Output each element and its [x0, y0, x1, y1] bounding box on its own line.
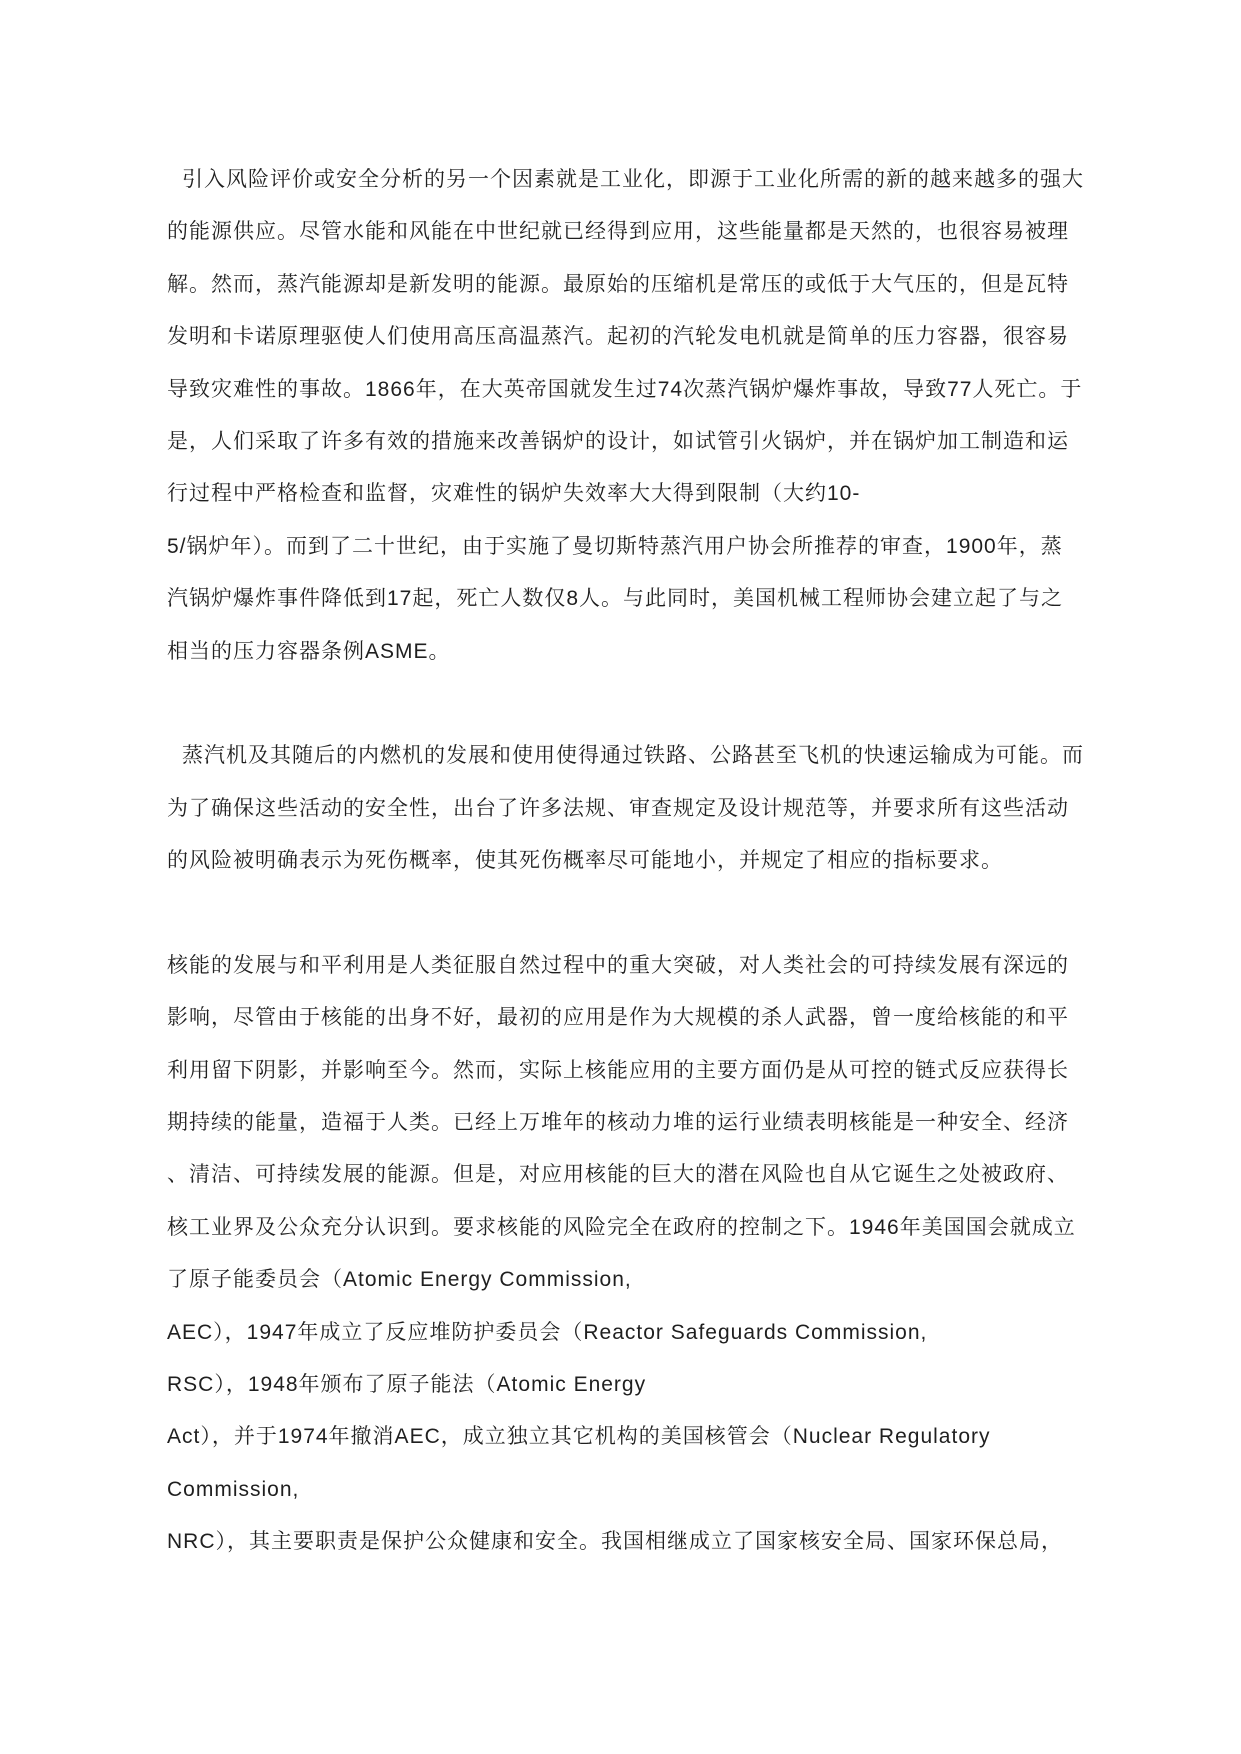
text-line: 发明和卡诺原理驱使人们使用高压高温蒸汽。起初的汽轮发电机就是简单的压力容器，很容易: [167, 325, 1069, 349]
text-line: 为了确保这些活动的安全性，出台了许多法规、审查规定及设计规范等，并要求所有这些活动: [167, 796, 1069, 820]
text-line: 影响，尽管由于核能的出身不好，最初的应用是作为大规模的杀人武器，曾一度给核能的和平: [167, 1006, 1069, 1030]
text-line: 引入风险评价或安全分析的另一个因素就是工业化，即源于工业化所需的新的越来越多的强大: [182, 168, 1084, 191]
text-line: Commission,: [167, 1477, 300, 1501]
text-line: 汽锅炉爆炸事件降低到17起，死亡人数仅8人。与此同时，美国机械工程师协会建立起了与之: [167, 587, 1064, 611]
text-line: 蒸汽机及其随后的内燃机的发展和使用使得通过铁路、公路甚至飞机的快速运输成为可能。而: [182, 744, 1084, 768]
text-line: 了原子能委员会（Atomic Energy Commission,: [167, 1268, 632, 1292]
text-line: 核工业界及公众充分认识到。要求核能的风险完全在政府的控制之下。1946年美国国会就成立: [167, 1215, 1076, 1239]
text-line: 5/锅炉年）。而到了二十世纪，由于实施了曼切斯特蒸汽用户协会所推荐的审查，1900年，蒸: [167, 534, 1063, 558]
text-line: Act），并于1974年撤消AEC，成立独立其它机构的美国核管会（Nuclear Regulatory: [167, 1425, 991, 1449]
text-line: 解。然而，蒸汽能源却是新发明的能源。最原始的压缩机是常压的或低于大气压的，但是瓦特: [167, 272, 1069, 296]
paragraph-industrialization-boilers: [167, 154, 1127, 678]
text-line: 、清洁、可持续发展的能源。但是，对应用核能的巨大的潜在风险也自从它诞生之处被政府、: [167, 1163, 1069, 1187]
text-line: 期持续的能量，造福于人类。已经上万堆年的核动力堆的运行业绩表明核能是一种安全、经济: [167, 1111, 1069, 1135]
paragraph-nuclear-energy-regulation: [167, 940, 1127, 1569]
text-line: 的能源供应。尽管水能和风能在中世纪就已经得到应用，这些能量都是天然的，也很容易被理: [167, 220, 1069, 244]
text-line: RSC），1948年颁布了原子能法（Atomic Energy: [167, 1372, 647, 1396]
document-content: [167, 154, 1127, 1569]
text-line: 导致灾难性的事故。1866年，在大英帝国就发生过74次蒸汽锅炉爆炸事故，导致77人死亡。于: [167, 377, 1083, 401]
text-line: 行过程中严格检查和监督，灾难性的锅炉失效率大大得到限制（大约10-: [167, 482, 861, 506]
text-line: 是，人们采取了许多有效的措施来改善锅炉的设计，如试管引火锅炉，并在锅炉加工制造和运: [167, 429, 1069, 453]
text-line: 相当的压力容器条例ASME。: [167, 639, 451, 663]
text-line: 核能的发展与和平利用是人类征服自然过程中的重大突破，对人类社会的可持续发展有深远的: [167, 953, 1069, 977]
text-line: 的风险被明确表示为死伤概率，使其死伤概率尽可能地小，并规定了相应的指标要求。: [167, 849, 1003, 873]
text-line: AEC），1947年成立了反应堆防护委员会（Reactor Safeguards Commission,: [167, 1320, 928, 1344]
text-line: 利用留下阴影，并影响至今。然而，实际上核能应用的主要方面仍是从可控的链式反应获得长: [167, 1058, 1069, 1082]
text-line: NRC），其主要职责是保护公众健康和安全。我国相继成立了国家核安全局、国家环保总局，: [167, 1530, 1063, 1554]
paragraph-transport-regulations: [167, 730, 1127, 887]
